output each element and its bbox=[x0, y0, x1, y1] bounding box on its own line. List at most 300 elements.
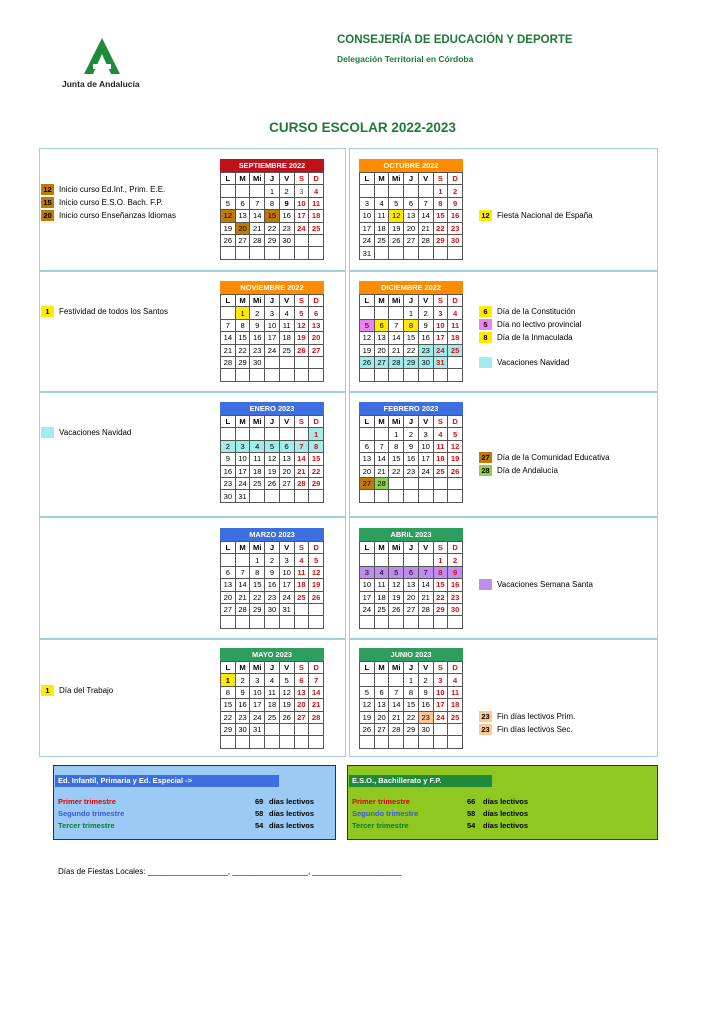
legend-label: Fin días lectivos Sec. bbox=[497, 725, 573, 734]
day-cell bbox=[418, 185, 433, 197]
day-cell: 6 bbox=[309, 307, 324, 319]
day-cell bbox=[404, 736, 419, 748]
day-cell: 27 bbox=[374, 356, 389, 368]
andalucia-logo-icon bbox=[82, 36, 122, 76]
day-cell bbox=[360, 616, 375, 628]
weekday-header: L bbox=[221, 542, 236, 554]
day-cell: 26 bbox=[221, 234, 236, 246]
day-cell: 22 bbox=[404, 711, 419, 723]
day-cell: 2 bbox=[265, 554, 280, 566]
day-cell: 23 bbox=[448, 222, 463, 234]
day-cell bbox=[418, 616, 433, 628]
legend-swatch: 12 bbox=[479, 210, 492, 221]
day-cell: 1 bbox=[433, 554, 448, 566]
day-cell: 3 bbox=[360, 566, 375, 578]
day-cell: 13 bbox=[404, 210, 419, 222]
day-cell: 23 bbox=[404, 465, 419, 477]
day-cell: 7 bbox=[389, 686, 404, 698]
day-cell bbox=[265, 247, 280, 259]
day-cell: 12 bbox=[389, 210, 404, 222]
day-cell: 3 bbox=[433, 307, 448, 319]
day-cell: 8 bbox=[404, 686, 419, 698]
day-cell bbox=[433, 616, 448, 628]
day-cell bbox=[374, 736, 389, 748]
calendar-month bbox=[220, 281, 324, 382]
legend-feb-2 bbox=[479, 465, 558, 476]
day-cell bbox=[448, 369, 463, 381]
calendar-month bbox=[220, 159, 324, 260]
day-cell: 9 bbox=[250, 319, 265, 331]
weekday-header: S bbox=[433, 416, 448, 428]
day-cell: 12 bbox=[265, 453, 280, 465]
day-cell bbox=[279, 356, 294, 368]
day-cell: 9 bbox=[418, 686, 433, 698]
day-cell bbox=[389, 616, 404, 628]
day-cell: 31 bbox=[433, 356, 448, 368]
day-cell bbox=[279, 723, 294, 735]
day-cell bbox=[221, 185, 236, 197]
day-cell: 21 bbox=[250, 222, 265, 234]
weekday-header: V bbox=[418, 416, 433, 428]
legend-swatch: 8 bbox=[479, 332, 492, 343]
weekday-header: M bbox=[235, 416, 250, 428]
day-cell bbox=[360, 490, 375, 502]
legend-swatch: 27 bbox=[479, 452, 492, 463]
legend-feb-1 bbox=[479, 452, 610, 463]
day-cell bbox=[250, 428, 265, 440]
day-cell bbox=[360, 736, 375, 748]
month-grid bbox=[359, 294, 463, 382]
day-cell: 1 bbox=[404, 307, 419, 319]
day-cell: 8 bbox=[265, 197, 280, 209]
day-cell: 4 bbox=[250, 440, 265, 452]
day-cell bbox=[418, 490, 433, 502]
day-cell: 11 bbox=[448, 686, 463, 698]
day-cell bbox=[265, 369, 280, 381]
day-cell bbox=[309, 247, 324, 259]
day-cell: 15 bbox=[265, 210, 280, 222]
day-cell: 20 bbox=[279, 465, 294, 477]
month-grid bbox=[359, 541, 463, 629]
day-cell bbox=[360, 674, 375, 686]
day-cell: 7 bbox=[294, 440, 309, 452]
day-cell bbox=[448, 490, 463, 502]
ministry-name: CONSEJERÍA DE EDUCACIÓN Y DEPORTE bbox=[337, 34, 573, 46]
legend-swatch: 23 bbox=[479, 724, 492, 735]
weekday-header: M bbox=[235, 173, 250, 185]
day-cell: 6 bbox=[374, 319, 389, 331]
month-title: ABRIL 2023 bbox=[359, 528, 463, 541]
legend-swatch: 20 bbox=[41, 210, 54, 221]
day-cell: 29 bbox=[221, 723, 236, 735]
weekday-header: J bbox=[404, 295, 419, 307]
day-cell: 11 bbox=[250, 453, 265, 465]
weekday-header: D bbox=[448, 662, 463, 674]
day-cell: 18 bbox=[265, 699, 280, 711]
calendar-month bbox=[359, 528, 463, 629]
day-cell: 23 bbox=[265, 591, 280, 603]
day-cell: 2 bbox=[235, 674, 250, 686]
day-cell: 25 bbox=[374, 603, 389, 615]
day-cell: 28 bbox=[389, 356, 404, 368]
weekday-header: J bbox=[265, 173, 280, 185]
weekday-header: Mi bbox=[250, 173, 265, 185]
day-cell: 30 bbox=[265, 603, 280, 615]
weekday-header: Mi bbox=[389, 173, 404, 185]
day-cell: 29 bbox=[235, 356, 250, 368]
day-cell bbox=[360, 554, 375, 566]
day-cell: 31 bbox=[279, 603, 294, 615]
day-cell bbox=[418, 554, 433, 566]
day-cell: 15 bbox=[433, 579, 448, 591]
legend-sep-1 bbox=[41, 184, 165, 195]
day-cell: 12 bbox=[309, 566, 324, 578]
day-cell bbox=[389, 307, 404, 319]
day-cell: 1 bbox=[433, 185, 448, 197]
day-cell: 22 bbox=[250, 591, 265, 603]
day-cell: 9 bbox=[448, 566, 463, 578]
day-cell bbox=[404, 490, 419, 502]
day-cell bbox=[221, 736, 236, 748]
month-title: FEBRERO 2023 bbox=[359, 402, 463, 415]
day-cell bbox=[265, 616, 280, 628]
day-cell: 29 bbox=[265, 234, 280, 246]
day-cell: 25 bbox=[250, 477, 265, 489]
day-cell: 20 bbox=[374, 711, 389, 723]
day-cell: 1 bbox=[404, 674, 419, 686]
day-cell: 28 bbox=[294, 477, 309, 489]
day-cell: 5 bbox=[279, 674, 294, 686]
legend-swatch: 12 bbox=[41, 184, 54, 195]
day-cell: 1 bbox=[235, 307, 250, 319]
summary-secondary-title: E.S.O., Bachillerato y F.P. bbox=[349, 775, 492, 787]
day-cell: 22 bbox=[265, 222, 280, 234]
weekday-header: S bbox=[294, 542, 309, 554]
day-cell: 9 bbox=[448, 197, 463, 209]
day-cell: 9 bbox=[418, 319, 433, 331]
day-cell bbox=[374, 674, 389, 686]
day-cell: 16 bbox=[265, 579, 280, 591]
day-cell bbox=[448, 616, 463, 628]
day-cell: 22 bbox=[309, 465, 324, 477]
legend-label: Festividad de todos los Santos bbox=[59, 307, 168, 316]
day-cell: 10 bbox=[433, 686, 448, 698]
weekday-header: Mi bbox=[389, 295, 404, 307]
calendar-month bbox=[220, 648, 324, 749]
month-grid bbox=[220, 541, 324, 629]
legend-jun-2 bbox=[479, 724, 573, 735]
day-cell bbox=[279, 616, 294, 628]
day-cell: 12 bbox=[294, 319, 309, 331]
weekday-header: V bbox=[418, 173, 433, 185]
day-cell: 28 bbox=[309, 711, 324, 723]
day-cell bbox=[265, 736, 280, 748]
day-cell: 19 bbox=[448, 453, 463, 465]
weekday-header: L bbox=[360, 542, 375, 554]
day-cell bbox=[374, 307, 389, 319]
day-cell: 18 bbox=[433, 453, 448, 465]
weekday-header: J bbox=[404, 173, 419, 185]
day-cell: 12 bbox=[389, 579, 404, 591]
day-cell: 5 bbox=[294, 307, 309, 319]
day-cell: 1 bbox=[221, 674, 236, 686]
weekday-header: L bbox=[360, 662, 375, 674]
day-cell: 19 bbox=[389, 222, 404, 234]
month-title: NOVIEMBRE 2022 bbox=[220, 281, 324, 294]
day-cell: 6 bbox=[404, 566, 419, 578]
legend-dec-1 bbox=[479, 306, 575, 317]
day-cell: 20 bbox=[221, 591, 236, 603]
day-cell: 6 bbox=[374, 686, 389, 698]
legend-swatch: 6 bbox=[479, 306, 492, 317]
day-cell bbox=[265, 428, 280, 440]
legend-label: Día de la Comunidad Educativa bbox=[497, 453, 610, 462]
day-cell bbox=[448, 477, 463, 489]
day-cell: 13 bbox=[309, 319, 324, 331]
weekday-header: M bbox=[374, 173, 389, 185]
day-cell: 13 bbox=[294, 686, 309, 698]
day-cell: 22 bbox=[433, 222, 448, 234]
day-cell: 15 bbox=[404, 699, 419, 711]
day-cell bbox=[389, 369, 404, 381]
day-cell: 16 bbox=[404, 453, 419, 465]
legend-label: Día de Andalucía bbox=[497, 466, 558, 475]
day-cell: 17 bbox=[418, 453, 433, 465]
day-cell: 19 bbox=[279, 699, 294, 711]
day-cell: 4 bbox=[374, 566, 389, 578]
day-cell: 8 bbox=[309, 440, 324, 452]
day-cell: 14 bbox=[250, 210, 265, 222]
day-cell: 13 bbox=[221, 579, 236, 591]
month-title: ENERO 2023 bbox=[220, 402, 324, 415]
weekday-header: S bbox=[433, 295, 448, 307]
day-cell bbox=[374, 616, 389, 628]
day-cell: 24 bbox=[294, 222, 309, 234]
day-cell: 23 bbox=[250, 344, 265, 356]
weekday-header: M bbox=[374, 542, 389, 554]
day-cell bbox=[374, 490, 389, 502]
day-cell: 12 bbox=[279, 686, 294, 698]
day-cell bbox=[294, 723, 309, 735]
page-title: CURSO ESCOLAR 2022-2023 bbox=[269, 120, 456, 135]
day-cell: 19 bbox=[221, 222, 236, 234]
day-cell: 28 bbox=[235, 603, 250, 615]
day-cell: 14 bbox=[418, 579, 433, 591]
day-cell bbox=[265, 490, 280, 502]
day-cell bbox=[433, 477, 448, 489]
day-cell: 28 bbox=[418, 603, 433, 615]
day-cell: 26 bbox=[294, 344, 309, 356]
day-cell: 11 bbox=[433, 440, 448, 452]
day-cell: 5 bbox=[360, 319, 375, 331]
day-cell bbox=[279, 490, 294, 502]
day-cell: 19 bbox=[309, 579, 324, 591]
day-cell: 7 bbox=[418, 566, 433, 578]
day-cell: 20 bbox=[294, 699, 309, 711]
day-cell: 30 bbox=[235, 723, 250, 735]
day-cell: 28 bbox=[374, 477, 389, 489]
weekday-header: Mi bbox=[250, 542, 265, 554]
day-cell: 19 bbox=[360, 711, 375, 723]
day-cell bbox=[294, 603, 309, 615]
day-cell bbox=[250, 247, 265, 259]
day-cell: 13 bbox=[404, 579, 419, 591]
day-cell bbox=[448, 356, 463, 368]
day-cell: 9 bbox=[404, 440, 419, 452]
day-cell: 4 bbox=[279, 307, 294, 319]
day-cell: 18 bbox=[448, 699, 463, 711]
day-cell: 23 bbox=[418, 711, 433, 723]
day-cell: 4 bbox=[265, 674, 280, 686]
day-cell: 26 bbox=[360, 723, 375, 735]
weekday-header: S bbox=[294, 295, 309, 307]
day-cell: 9 bbox=[279, 197, 294, 209]
legend-swatch: 1 bbox=[41, 685, 54, 696]
weekday-header: D bbox=[448, 416, 463, 428]
weekday-header: V bbox=[418, 542, 433, 554]
day-cell: 22 bbox=[433, 591, 448, 603]
day-cell bbox=[309, 736, 324, 748]
day-cell bbox=[360, 307, 375, 319]
day-cell: 18 bbox=[374, 222, 389, 234]
day-cell bbox=[418, 477, 433, 489]
day-cell: 27 bbox=[404, 234, 419, 246]
day-cell: 14 bbox=[235, 579, 250, 591]
day-cell bbox=[404, 616, 419, 628]
day-cell: 17 bbox=[250, 699, 265, 711]
day-cell: 22 bbox=[235, 344, 250, 356]
day-cell: 13 bbox=[279, 453, 294, 465]
day-cell: 16 bbox=[418, 699, 433, 711]
weekday-header: D bbox=[448, 542, 463, 554]
day-cell: 28 bbox=[418, 234, 433, 246]
day-cell: 26 bbox=[265, 477, 280, 489]
day-cell bbox=[294, 428, 309, 440]
day-cell bbox=[221, 616, 236, 628]
legend-jun-1 bbox=[479, 711, 575, 722]
day-cell: 10 bbox=[294, 197, 309, 209]
day-cell bbox=[404, 477, 419, 489]
day-cell bbox=[221, 554, 236, 566]
day-cell: 26 bbox=[360, 356, 375, 368]
day-cell: 2 bbox=[418, 307, 433, 319]
day-cell: 16 bbox=[448, 579, 463, 591]
day-cell: 24 bbox=[279, 591, 294, 603]
day-cell: 6 bbox=[221, 566, 236, 578]
day-cell bbox=[309, 616, 324, 628]
day-cell bbox=[389, 490, 404, 502]
day-cell: 31 bbox=[250, 723, 265, 735]
day-cell: 4 bbox=[433, 428, 448, 440]
day-cell: 27 bbox=[294, 711, 309, 723]
legend-swatch bbox=[479, 579, 492, 590]
weekday-header: M bbox=[374, 416, 389, 428]
day-cell: 6 bbox=[294, 674, 309, 686]
day-cell: 30 bbox=[279, 234, 294, 246]
weekday-header: J bbox=[404, 542, 419, 554]
legend-oct-1 bbox=[479, 210, 593, 221]
day-cell: 6 bbox=[360, 440, 375, 452]
day-cell bbox=[294, 736, 309, 748]
legend-swatch: 23 bbox=[479, 711, 492, 722]
day-cell bbox=[294, 356, 309, 368]
day-cell bbox=[433, 247, 448, 259]
day-cell: 24 bbox=[250, 711, 265, 723]
legend-label: Día de la Inmaculada bbox=[497, 333, 573, 342]
day-cell bbox=[250, 185, 265, 197]
weekday-header: J bbox=[404, 416, 419, 428]
calendar-month bbox=[359, 648, 463, 749]
day-cell: 23 bbox=[418, 344, 433, 356]
weekday-header: S bbox=[294, 662, 309, 674]
legend-label: Vacaciones Navidad bbox=[497, 358, 570, 367]
day-cell bbox=[374, 247, 389, 259]
legend-label: Vacaciones Semana Santa bbox=[497, 580, 593, 589]
day-cell: 10 bbox=[265, 319, 280, 331]
day-cell: 21 bbox=[418, 222, 433, 234]
day-cell: 21 bbox=[235, 591, 250, 603]
month-title: DICIEMBRE 2022 bbox=[359, 281, 463, 294]
day-cell bbox=[221, 369, 236, 381]
day-cell bbox=[309, 234, 324, 246]
day-cell: 18 bbox=[250, 465, 265, 477]
day-cell: 1 bbox=[389, 428, 404, 440]
day-cell: 20 bbox=[235, 222, 250, 234]
day-cell: 15 bbox=[389, 453, 404, 465]
day-cell: 10 bbox=[360, 579, 375, 591]
day-cell: 29 bbox=[433, 234, 448, 246]
day-cell bbox=[221, 428, 236, 440]
day-cell bbox=[250, 369, 265, 381]
day-cell: 24 bbox=[265, 344, 280, 356]
day-cell: 29 bbox=[404, 723, 419, 735]
weekday-header: S bbox=[294, 416, 309, 428]
day-cell: 14 bbox=[418, 210, 433, 222]
day-cell: 13 bbox=[374, 332, 389, 344]
day-cell: 16 bbox=[221, 465, 236, 477]
day-cell: 21 bbox=[309, 699, 324, 711]
day-cell bbox=[433, 490, 448, 502]
day-cell: 22 bbox=[404, 344, 419, 356]
day-cell bbox=[448, 736, 463, 748]
day-cell: 25 bbox=[309, 222, 324, 234]
day-cell bbox=[404, 185, 419, 197]
day-cell: 17 bbox=[294, 210, 309, 222]
weekday-header: J bbox=[265, 542, 280, 554]
day-cell: 18 bbox=[374, 591, 389, 603]
day-cell: 10 bbox=[418, 440, 433, 452]
day-cell: 8 bbox=[404, 319, 419, 331]
day-cell: 29 bbox=[309, 477, 324, 489]
day-cell: 21 bbox=[418, 591, 433, 603]
weekday-header: S bbox=[433, 173, 448, 185]
calendar-month bbox=[359, 281, 463, 382]
day-cell: 16 bbox=[250, 332, 265, 344]
day-cell: 27 bbox=[374, 723, 389, 735]
weekday-header: L bbox=[360, 416, 375, 428]
weekday-header: J bbox=[265, 295, 280, 307]
month-grid bbox=[220, 415, 324, 503]
day-cell bbox=[279, 247, 294, 259]
calendar-month bbox=[359, 402, 463, 503]
day-cell: 17 bbox=[235, 465, 250, 477]
summary-primary: Ed. Infantil, Primaria y Ed. Especial -> Primer trimestre 69 días lectivos Segundo trimestre 58 días lectivos Tercer trimestre 54 días lectivos bbox=[53, 765, 336, 840]
day-cell: 23 bbox=[448, 591, 463, 603]
day-cell bbox=[309, 369, 324, 381]
month-grid bbox=[220, 661, 324, 749]
legend-label: Día de la Constitución bbox=[497, 307, 576, 316]
day-cell bbox=[309, 723, 324, 735]
